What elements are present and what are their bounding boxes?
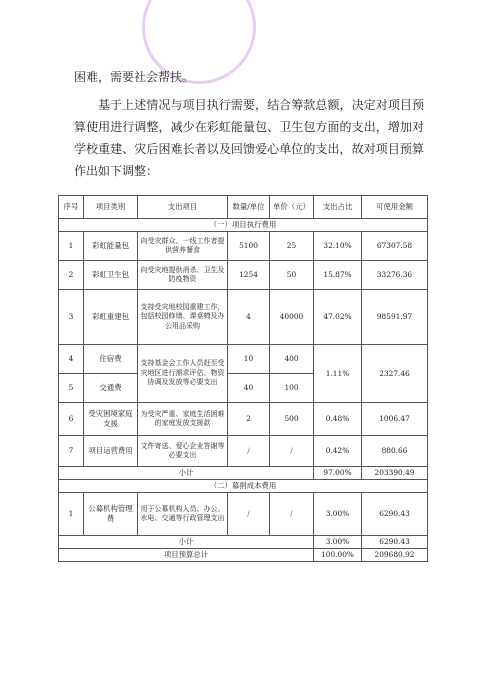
subtotal-row	[59, 536, 428, 549]
total-row	[59, 549, 428, 562]
cell-ratio: 15.87%	[314, 261, 362, 290]
subtotal-ratio: 97.00%	[314, 467, 362, 480]
cell-qty: 1254	[228, 261, 270, 290]
cell-price: 25	[270, 232, 314, 261]
cell-qty: 10	[228, 345, 270, 374]
cell-category: 项目运营费用	[84, 436, 138, 467]
section-title: （二）募捐成本费用	[59, 480, 428, 493]
total-label: 项目预算总计	[59, 549, 314, 562]
cell-amount: 67307.58	[362, 232, 428, 261]
paragraph-2: 基于上述情况与项目执行需要，结合筹款总额，决定对项目预算使用进行调整，减少在彩虹能量包、卫生包方面的支出，增加对学校重建、灾后困难长者以及回馈爱心单位的支出，故对项目预算作出如下调整：	[74, 98, 424, 178]
subtotal-row	[59, 467, 428, 480]
header-no: 序号	[59, 196, 84, 219]
cell-desc-merged: 支持基金会工作人员赶至受灾地区进行需求评估、物资协调及发放等必要支出	[138, 345, 228, 403]
total-ratio: 100.00%	[314, 549, 362, 562]
cell-no: 5	[59, 374, 84, 403]
section-title: （一）项目执行费用	[59, 219, 428, 232]
cell-price: 50	[270, 261, 314, 290]
subtotal-label: 小计	[59, 467, 314, 480]
cell-category: 公募机构管理费	[84, 493, 138, 536]
cell-qty: 4	[228, 290, 270, 345]
cell-amount: 1006.47	[362, 403, 428, 436]
cell-category: 交通费	[84, 374, 138, 403]
cell-price: /	[270, 493, 314, 536]
cell-amount: 98591.97	[362, 290, 428, 345]
cell-price: 400	[270, 345, 314, 374]
cell-no: 4	[59, 345, 84, 374]
cell-price: 100	[270, 374, 314, 403]
table-row	[59, 403, 428, 436]
section-row-execution	[59, 219, 428, 232]
cell-ratio: 32.10%	[314, 232, 362, 261]
table-row	[59, 493, 428, 536]
cell-desc: 用于公募机构人员、办公、水电、交通等行政管理支出	[138, 493, 228, 536]
cell-no: 7	[59, 436, 84, 467]
cell-desc: 向受灾地提供消杀、卫生及防疫物资	[138, 261, 228, 290]
cell-category: 彩虹重建包	[84, 290, 138, 345]
cell-no: 2	[59, 261, 84, 290]
cell-amount: 6290.43	[362, 493, 428, 536]
cell-price: /	[270, 436, 314, 467]
subtotal-amount: 6290.43	[362, 536, 428, 549]
cell-ratio: 0.48%	[314, 403, 362, 436]
table-row	[59, 290, 428, 345]
cell-amount-merged: 2327.46	[362, 345, 428, 403]
cell-amount: 880.66	[362, 436, 428, 467]
cell-category: 彩虹能量包	[84, 232, 138, 261]
paragraph-1: 困难，需要社会帮扶。	[74, 70, 195, 84]
subtotal-label: 小计	[59, 536, 314, 549]
table-row	[59, 345, 428, 374]
cell-no: 1	[59, 493, 84, 536]
header-qty: 数量/单位	[228, 196, 270, 219]
cell-category: 住宿费	[84, 345, 138, 374]
subtotal-amount: 203390.49	[362, 467, 428, 480]
section-row-fundraising	[59, 480, 428, 493]
cell-price: 40000	[270, 290, 314, 345]
header-item: 支出项目	[138, 196, 228, 219]
cell-desc: 为受灾严重、家庭生活困难的家庭发放支援款	[138, 403, 228, 436]
cell-category: 彩虹卫生包	[84, 261, 138, 290]
table-header-row	[59, 196, 428, 219]
cell-qty: 5100	[228, 232, 270, 261]
header-category: 项目类别	[84, 196, 138, 219]
cell-ratio: 3.00%	[314, 493, 362, 536]
cell-desc: 支持受灾地校园重建工作，包括校园修缮、课桌椅及办公用品采购	[138, 290, 228, 345]
cell-no: 3	[59, 290, 84, 345]
cell-ratio: 47.02%	[314, 290, 362, 345]
cell-qty: /	[228, 493, 270, 536]
total-amount: 209680.92	[362, 549, 428, 562]
header-price: 单价（元）	[270, 196, 314, 219]
table-row	[59, 261, 428, 290]
cell-qty: /	[228, 436, 270, 467]
cell-no: 1	[59, 232, 84, 261]
header-amount: 可使用金额	[362, 196, 428, 219]
cell-ratio: 0.42%	[314, 436, 362, 467]
table-row	[59, 436, 428, 467]
cell-category: 受灾困境家庭支援	[84, 403, 138, 436]
cell-qty: 2	[228, 403, 270, 436]
cell-qty: 40	[228, 374, 270, 403]
header-ratio: 支出占比	[314, 196, 362, 219]
cell-price: 500	[270, 403, 314, 436]
cell-desc: 向受灾群众、一线工作者提供营养餐食	[138, 232, 228, 261]
subtotal-ratio: 3.00%	[314, 536, 362, 549]
cell-desc: 文件寄送、爱心企业答谢等必要支出	[138, 436, 228, 467]
budget-table	[58, 195, 428, 562]
table-row	[59, 232, 428, 261]
cell-ratio-merged: 1.11%	[314, 345, 362, 403]
cell-amount: 33276.36	[362, 261, 428, 290]
cell-no: 6	[59, 403, 84, 436]
